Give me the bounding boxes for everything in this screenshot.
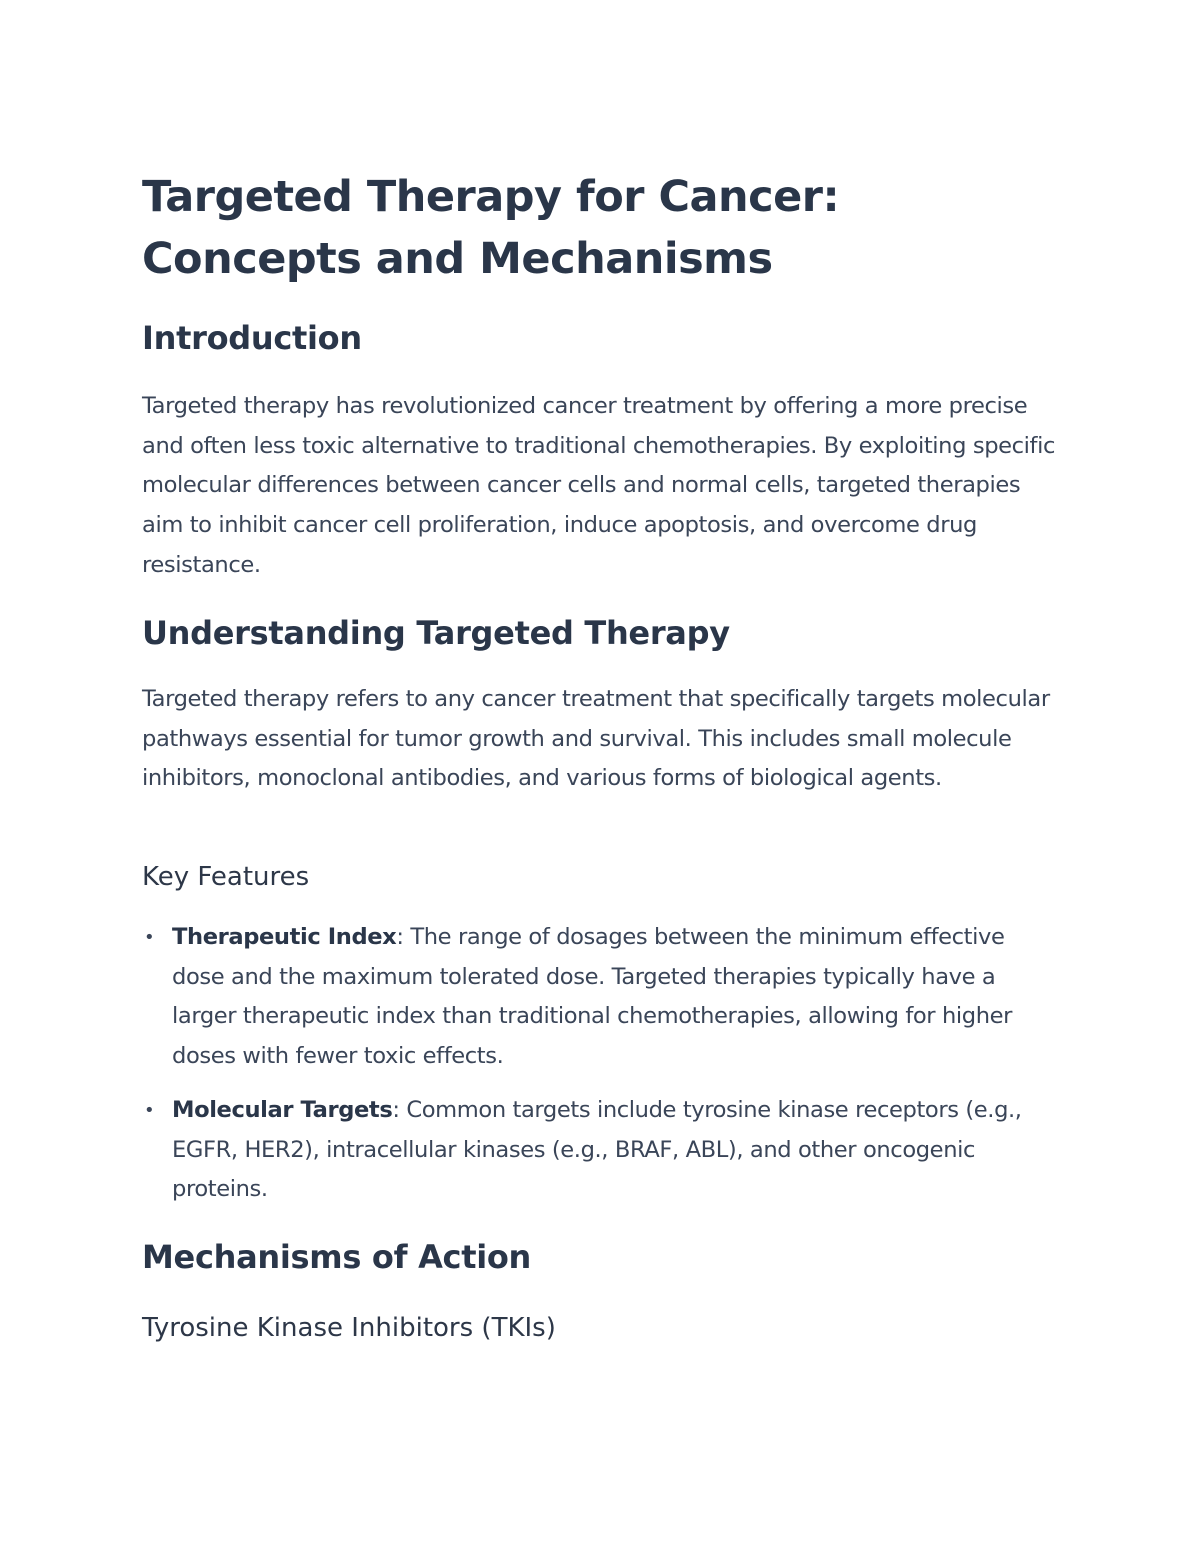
list-item — [142, 1091, 1057, 1210]
page-title: Targeted Therapy for Cancer: Concepts and Mechanisms — [142, 172, 840, 284]
feature-term: Therapeutic Index — [172, 924, 397, 950]
feature-term: Molecular Targets — [172, 1096, 393, 1123]
bullet-icon: • — [144, 1099, 155, 1121]
key-features-list — [142, 918, 1057, 1224]
feature-description: : The range of dosages between the minimum effective dose and the maximum tolerated dose. Targeted therapies typically have a larger therapeutic index than traditional chemotherapies, allowing for higher doses with fewer toxic effects. — [172, 924, 1013, 1070]
section-heading-mechanisms: Mechanisms of Action — [142, 1238, 532, 1276]
section-heading-understanding: Understanding Targeted Therapy — [142, 614, 730, 652]
section-heading-introduction: Introduction — [142, 319, 362, 357]
subheading-tkis: Tyrosine Kinase Inhibitors (TKIs) — [142, 1313, 556, 1343]
understanding-paragraph: Targeted therapy refers to any cancer treatment that specifically targets molecular pathways essential for tumor growth and survival. This includes small molecule inhibitors, monoclonal antibodies, and various forms of biological agents. — [142, 686, 1050, 792]
list-item — [142, 918, 1057, 1077]
introduction-paragraph: Targeted therapy has revolutionized cancer treatment by offering a more precise and often less toxic alternative to traditional chemotherapies. By exploiting specific molecular differences between cancer cells and normal cells, targeted therapies aim to inhibit cancer cell proliferation, induce apoptosis, and overcome drug resistance. — [142, 393, 1055, 578]
bullet-icon: • — [144, 927, 155, 948]
feature-description: : Common targets include tyrosine kinase receptors (e.g., EGFR, HER2), intracellular kinases (e.g., BRAF, ABL), and other oncogenic proteins. — [172, 1096, 1022, 1203]
subheading-key-features: Key Features — [142, 862, 310, 892]
